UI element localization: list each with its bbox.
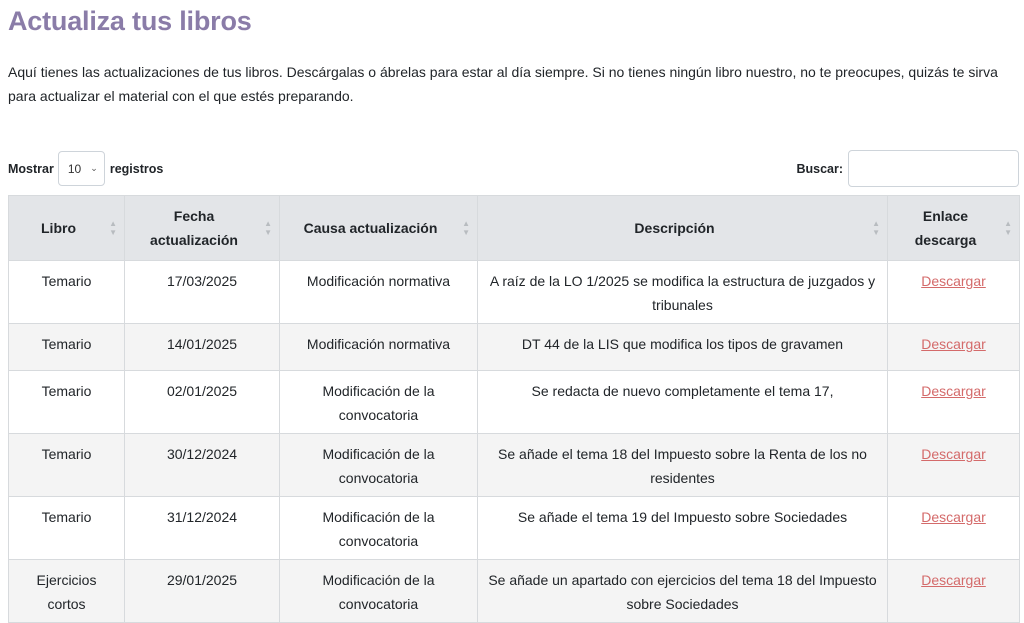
table-row bbox=[9, 434, 1020, 497]
column-header-enlace[interactable]: Enlace descarga ▲ ▼ bbox=[888, 196, 1020, 261]
column-header-fecha[interactable]: Fecha actualización ▲ ▼ bbox=[125, 196, 280, 261]
sort-icon: ▲ ▼ bbox=[872, 219, 880, 237]
records-per-page-select[interactable] bbox=[58, 151, 105, 186]
download-link[interactable]: Descargar bbox=[921, 509, 986, 525]
cell-causa: Modificación normativa bbox=[280, 261, 478, 324]
cell-enlace bbox=[888, 497, 1020, 560]
cell-descripcion: DT 44 de la LIS que modifica los tipos de gravamen bbox=[478, 324, 888, 371]
table-row bbox=[9, 560, 1020, 623]
sort-icon: ▲ ▼ bbox=[109, 219, 117, 237]
cell-libro: Temario bbox=[9, 371, 125, 434]
cell-fecha: 17/03/2025 bbox=[125, 261, 280, 324]
column-header-descripcion[interactable]: Descripción ▲ ▼ bbox=[478, 196, 888, 261]
cell-enlace bbox=[888, 434, 1020, 497]
table-row bbox=[9, 497, 1020, 560]
cell-descripcion: Se redacta de nuevo completamente el tema 17, bbox=[478, 371, 888, 434]
cell-causa: Modificación normativa bbox=[280, 324, 478, 371]
show-label: Mostrar bbox=[8, 161, 54, 176]
download-link[interactable]: Descargar bbox=[921, 446, 986, 462]
download-link[interactable]: Descargar bbox=[921, 336, 986, 352]
search-label: Buscar: bbox=[796, 161, 843, 176]
chevron-down-icon: ⌄ bbox=[90, 163, 98, 173]
cell-libro: Ejercicios cortos bbox=[9, 560, 125, 623]
column-header-libro[interactable]: Libro ▲ ▼ bbox=[9, 196, 125, 261]
sort-icon: ▲ ▼ bbox=[264, 219, 272, 237]
cell-enlace bbox=[888, 324, 1020, 371]
cell-libro: Temario bbox=[9, 497, 125, 560]
updates-table bbox=[8, 195, 1020, 623]
page-title: Actualiza tus libros bbox=[8, 6, 252, 36]
cell-fecha: 31/12/2024 bbox=[125, 497, 280, 560]
cell-descripcion: A raíz de la LO 1/2025 se modifica la estructura de juzgados y tribunales bbox=[478, 261, 888, 324]
table-row bbox=[9, 371, 1020, 434]
search-control bbox=[796, 150, 1019, 187]
table-row bbox=[9, 324, 1020, 371]
cell-enlace bbox=[888, 560, 1020, 623]
cell-causa: Modificación de la convocatoria bbox=[280, 434, 478, 497]
length-control bbox=[8, 150, 163, 187]
download-link[interactable]: Descargar bbox=[921, 273, 986, 289]
cell-fecha: 14/01/2025 bbox=[125, 324, 280, 371]
download-link[interactable]: Descargar bbox=[921, 383, 986, 399]
column-header-causa[interactable]: Causa actualización ▲ ▼ bbox=[280, 196, 478, 261]
download-link[interactable]: Descargar bbox=[921, 572, 986, 588]
cell-libro: Temario bbox=[9, 324, 125, 371]
cell-descripcion: Se añade un apartado con ejercicios del tema 18 del Impuesto sobre Sociedades bbox=[478, 560, 888, 623]
records-label: registros bbox=[109, 161, 164, 176]
cell-fecha: 30/12/2024 bbox=[125, 434, 280, 497]
table-header-row bbox=[9, 196, 1020, 261]
cell-causa: Modificación de la convocatoria bbox=[280, 497, 478, 560]
cell-fecha: 29/01/2025 bbox=[125, 560, 280, 623]
sort-icon: ▲ ▼ bbox=[1004, 219, 1012, 237]
cell-enlace bbox=[888, 261, 1020, 324]
cell-causa: Modificación de la convocatoria bbox=[280, 560, 478, 623]
table-row bbox=[9, 261, 1020, 324]
cell-libro: Temario bbox=[9, 434, 125, 497]
cell-enlace bbox=[888, 371, 1020, 434]
cell-descripcion: Se añade el tema 18 del Impuesto sobre la Renta de los no residentes bbox=[478, 434, 888, 497]
search-input[interactable] bbox=[848, 150, 1019, 187]
cell-libro: Temario bbox=[9, 261, 125, 324]
cell-descripcion: Se añade el tema 19 del Impuesto sobre Sociedades bbox=[478, 497, 888, 560]
sort-icon: ▲ ▼ bbox=[462, 219, 470, 237]
records-per-page-value: 10 bbox=[67, 161, 82, 176]
intro-text: Aquí tienes las actualizaciones de tus libros. Descárgalas o ábrelas para estar al día siempre. Si no tienes ningún libro nuestro, no te preocupes, quizás te sirva para actualizar el material con el que estés preparando. bbox=[8, 64, 998, 104]
cell-fecha: 02/01/2025 bbox=[125, 371, 280, 434]
cell-causa: Modificación de la convocatoria bbox=[280, 371, 478, 434]
